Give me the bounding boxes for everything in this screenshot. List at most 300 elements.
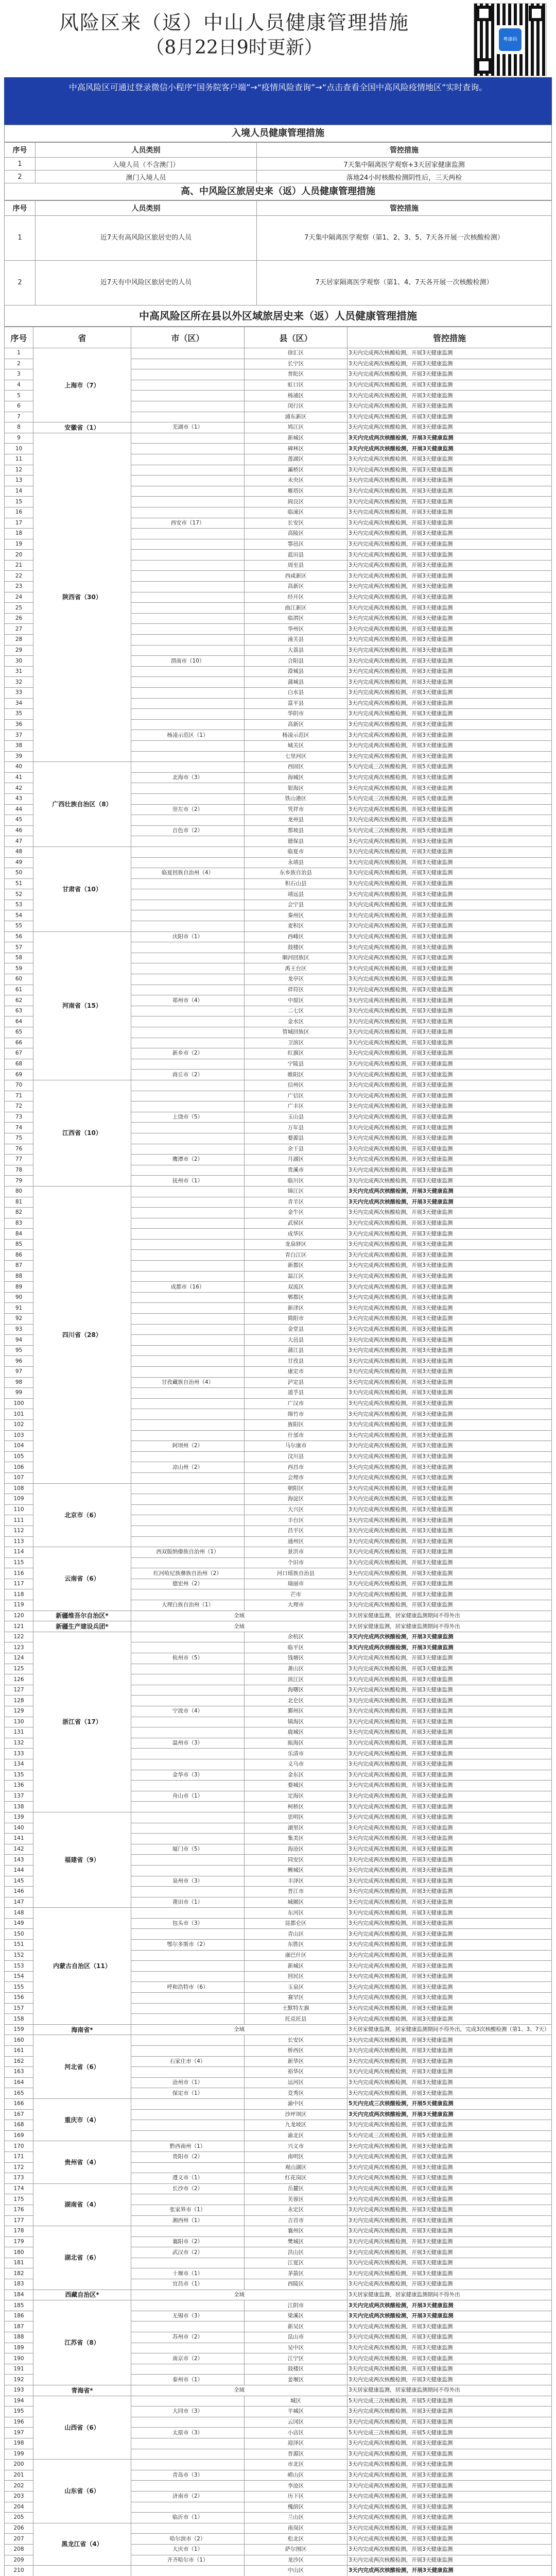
row-number: 148: [5, 1908, 33, 1919]
measure-cell: 3天内完成两次核酸检测，开展3天健康监测: [348, 1929, 552, 1940]
city-cell: [131, 2502, 245, 2513]
city-cell: [131, 910, 245, 921]
district-cell: 景洪市: [245, 1547, 348, 1558]
highmid-section: [4, 183, 552, 306]
district-cell: 白水县: [245, 688, 348, 699]
measure-cell: 3天内完成两次核酸检测，开展3天健康监测: [348, 1239, 552, 1250]
province-cell: 海南省*: [33, 2024, 131, 2035]
update-time: （8月22日9时更新）: [146, 37, 323, 58]
row-number: 37: [5, 730, 33, 741]
measure-cell: 3天内完成两次核酸检测，开展3天健康监测: [348, 603, 552, 614]
city-cell: [131, 1865, 245, 1876]
row-number: 52: [5, 889, 33, 900]
measure-cell: 3天居家健康监测，居家健康监测期间不得外出: [348, 2385, 552, 2396]
row-number: 139: [5, 1812, 33, 1823]
district-cell: 七里河区: [245, 751, 348, 762]
district-cell: 临渭区: [245, 613, 348, 624]
measure-cell: 3天内完成两次核酸检测，开展3天健康监测: [348, 1345, 552, 1356]
city-cell: 阿坝州（2）: [131, 1441, 245, 1452]
measure-cell: 3天内完成两次核酸检测，开展3天健康监测: [348, 1144, 552, 1155]
city-cell: 西双版纳傣族自治州（1）: [131, 1547, 245, 1558]
city-cell: [131, 688, 245, 699]
measure-cell: 3天内完成两次核酸检测，开展3天健康监测: [348, 1282, 552, 1293]
row-number: 110: [5, 1504, 33, 1515]
city-cell: [131, 1483, 245, 1494]
row-number: 98: [5, 1377, 33, 1388]
measure-cell: 3天内完成两次核酸检测，开展3天健康监测: [348, 412, 552, 422]
measure-cell: 3天内完成两次核酸检测，开展3天健康监测: [348, 1356, 552, 1367]
row-number: 112: [5, 1526, 33, 1536]
district-cell: 西昌市: [245, 1462, 348, 1473]
city-cell: [131, 1472, 245, 1483]
city-cell: [131, 1356, 245, 1367]
row-number: 26: [5, 613, 33, 624]
district-cell: 华州区: [245, 624, 348, 635]
measure-cell: 3天居家健康监测，居家健康监测期间不得外出: [348, 1611, 552, 1621]
qr-logo-icon: 粤康码: [499, 28, 522, 51]
row-number: 84: [5, 1229, 33, 1240]
district-cell: 阎良区: [245, 497, 348, 507]
row-number: 209: [5, 2555, 33, 2566]
city-cell: [131, 974, 245, 985]
row-number: 164: [5, 2077, 33, 2088]
district-cell: 渝中区: [245, 2098, 348, 2109]
district-cell: 余干县: [245, 1144, 348, 1155]
district-cell: 长宁区: [245, 359, 348, 369]
measure-cell: 3天内完成两次核酸检测，开展3天健康监测: [348, 1112, 552, 1123]
row-number: 113: [5, 1536, 33, 1547]
measure-cell: 3天内完成两次核酸检测，开展3天健康监测: [348, 1770, 552, 1781]
measure-cell: 3天内完成两次核酸检测，开展3天健康监测: [348, 624, 552, 635]
province-cell: 西藏自治区*: [33, 2290, 131, 2300]
measure-cell: 3天内完成两次核酸检测，开展3天健康监测: [348, 1472, 552, 1483]
district-cell: 运河区: [245, 2077, 348, 2088]
measure-cell: 3天内完成两次核酸检测，开展3天健康监测: [348, 1632, 552, 1642]
province-cell: 河北省（6）: [33, 2035, 131, 2099]
row-number: 66: [5, 1038, 33, 1048]
measure-cell: 3天内完成两次核酸检测，开展3天健康监测: [348, 582, 552, 592]
row-number: 81: [5, 1197, 33, 1208]
measure-cell: 5天内完成三次核酸检测，开展5天健康监测: [348, 2396, 552, 2406]
district-cell: 南明区: [245, 2151, 348, 2162]
district-cell: 中原区: [245, 995, 348, 1006]
city-cell: [131, 1133, 245, 1144]
measure-cell: 3天内完成两次核酸检测，开展3天健康监测: [348, 1218, 552, 1229]
col-category: 人员类别: [36, 143, 257, 158]
district-cell: 柯桥区: [245, 1802, 348, 1812]
city-cell: 南京市（2）: [131, 2353, 245, 2364]
table-row: 2 澳门入境人员 落地24小时核酸检测阴性后，三天两检: [5, 171, 552, 183]
measure-cell: 3天内完成两次核酸检测，开展3天健康监测: [348, 613, 552, 624]
col-measure: 管控措施: [257, 143, 552, 158]
district-cell: 义乌市: [245, 1759, 348, 1770]
table-row: [5, 2290, 552, 2300]
measure-cell: 3天内完成两次核酸检测，开展3天健康监测: [348, 2067, 552, 2078]
city-cell: 贵阳市（2）: [131, 2151, 245, 2162]
row-number: 135: [5, 1770, 33, 1781]
city-cell: [131, 2098, 245, 2109]
row-number: 183: [5, 2279, 33, 2290]
district-cell: 普陀区: [245, 369, 348, 380]
district-cell: 贵溪市: [245, 1165, 348, 1176]
district-cell: 龙沙区: [245, 2555, 348, 2566]
row-number: 161: [5, 2046, 33, 2057]
row-number: 10: [5, 444, 33, 454]
measure-cell: 3天内完成两次核酸检测，开展3天健康监测: [348, 444, 552, 454]
district-cell: 兰山区: [245, 2513, 348, 2523]
city-cell: [131, 1367, 245, 1378]
city-cell: 济南市（2）: [131, 2491, 245, 2502]
district-cell: 蒲江县: [245, 1345, 348, 1356]
city-cell: [131, 1674, 245, 1685]
district-cell: 东乡族自治县: [245, 868, 348, 879]
city-cell: [131, 1208, 245, 1218]
district-cell: 顺河回族区: [245, 953, 348, 963]
measure-cell: 3天内完成两次核酸检测，开展3天健康监测: [348, 1961, 552, 1972]
row-number: 60: [5, 974, 33, 985]
row-number: 62: [5, 995, 33, 1006]
district-cell: 北仑区: [245, 1696, 348, 1706]
row-number: 53: [5, 900, 33, 910]
row-number: 131: [5, 1727, 33, 1738]
district-cell: 中山区: [245, 2566, 348, 2576]
measure-cell: 3天内完成两次核酸检测，开展3天健康监测: [348, 666, 552, 677]
measure-cell: 3天内完成两次核酸检测，开展3天健康监测: [348, 2077, 552, 2088]
measure-cell: 3天内完成两次核酸检测，开展3天健康监测: [348, 539, 552, 550]
row-number: 176: [5, 2205, 33, 2215]
district-cell: 回民区: [245, 1971, 348, 1982]
district-cell: 万年县: [245, 1123, 348, 1133]
row-number: 15: [5, 497, 33, 507]
row-number: 128: [5, 1696, 33, 1706]
measure-cell: 3天内完成两次核酸检测，开展3天健康监测: [348, 846, 552, 857]
city-cell: [131, 2460, 245, 2470]
row-number: 74: [5, 1123, 33, 1133]
table-row: 1 入境人员（不含澳门） 7天集中隔离医学观察+3天居家健康监测: [5, 158, 552, 171]
measure-cell: 3天内完成两次核酸检测，开展3天健康监测: [348, 550, 552, 561]
row-number: 40: [5, 762, 33, 773]
district-cell: 高新区: [245, 582, 348, 592]
city-cell: [131, 1144, 245, 1155]
row-number: 207: [5, 2534, 33, 2545]
measure-cell: 3天内完成两次核酸检测，开展3天健康监测: [348, 1982, 552, 1993]
row-number: 130: [5, 1717, 33, 1727]
measure-cell: 3天内完成两次核酸检测，开展3天健康监测: [348, 1802, 552, 1812]
row-number: 138: [5, 1802, 33, 1812]
city-cell: [131, 1165, 245, 1176]
row-number: 14: [5, 486, 33, 497]
row-number: 202: [5, 2481, 33, 2492]
table-row: [5, 1621, 552, 1632]
row-number: 85: [5, 1239, 33, 1250]
row-number: 71: [5, 1091, 33, 1101]
city-cell: 遵义市（1）: [131, 2173, 245, 2184]
measure-cell: 3天内完成两次核酸检测，开展3天健康监测: [348, 1261, 552, 1272]
measure-cell: 3天内完成两次核酸检测，开展3天健康监测: [348, 688, 552, 699]
row-number: 167: [5, 2109, 33, 2120]
district-cell: 银海区: [245, 783, 348, 794]
measure-cell: 3天内完成两次核酸检测，开展3天健康监测: [348, 857, 552, 868]
city-cell: [131, 1642, 245, 1653]
measure-cell: 3天内完成两次核酸检测，开展3天健康监测: [348, 1176, 552, 1187]
row-number: 90: [5, 1292, 33, 1303]
measure-cell: 3天内完成两次核酸检测，开展3天健康监测: [348, 2215, 552, 2226]
district-cell: 浦东新区: [245, 412, 348, 422]
city-cell: 全域: [131, 2024, 348, 2035]
city-cell: [131, 359, 245, 369]
city-cell: [131, 550, 245, 561]
measure-cell: 3天内完成两次核酸检测，开展3天健康监测: [348, 2003, 552, 2014]
measure-cell: 3天内完成两次核酸检测，开展3天健康监测: [348, 2236, 552, 2247]
measure-cell: 3天内完成两次核酸检测，开展3天健康监测: [348, 1367, 552, 1378]
inbound-table: [4, 142, 552, 183]
district-cell: 凭祥市: [245, 804, 348, 815]
city-cell: [131, 1823, 245, 1834]
province-cell: 安徽省（1）: [33, 422, 131, 433]
row-number: 12: [5, 465, 33, 476]
district-cell: 睢阳区: [245, 1070, 348, 1080]
city-cell: 宁波市（4）: [131, 1706, 245, 1717]
row-number: 165: [5, 2088, 33, 2099]
measure-cell: 3天内完成两次核酸检测，开展3天健康监测: [348, 2183, 552, 2194]
district-cell: 澄城县: [245, 666, 348, 677]
measure-cell: 3天内完成两次核酸检测，开展3天健康监测: [348, 1642, 552, 1653]
city-cell: [131, 1324, 245, 1335]
row-number: 204: [5, 2502, 33, 2513]
city-cell: 舟山市（1）: [131, 1791, 245, 1802]
city-cell: [131, 1632, 245, 1642]
district-cell: 集美区: [245, 1834, 348, 1844]
row-number: 29: [5, 645, 33, 656]
district-cell: 观山湖区: [245, 2162, 348, 2173]
row-number: 27: [5, 624, 33, 635]
row-number: 36: [5, 719, 33, 730]
city-cell: [131, 2162, 245, 2173]
row-number: 184: [5, 2290, 33, 2300]
district-cell: 闵行区: [245, 401, 348, 412]
row-number: 107: [5, 1472, 33, 1483]
row-number: 70: [5, 1080, 33, 1091]
row-number: 61: [5, 985, 33, 995]
measure-cell: 3天内完成两次核酸检测，开展3天健康监测: [348, 1377, 552, 1388]
row-number: 121: [5, 1621, 33, 1632]
district-cell: 鄞州区: [245, 1706, 348, 1717]
city-cell: 全域: [131, 1611, 348, 1621]
row-number: 94: [5, 1335, 33, 1346]
table-row: [5, 2300, 552, 2311]
province-cell: 青海省*: [33, 2385, 131, 2396]
district-cell: 富平县: [245, 698, 348, 709]
city-cell: 泰州市（1）: [131, 2375, 245, 2385]
row-number: 188: [5, 2332, 33, 2343]
measure-cell: 3天内完成两次核酸检测，开展3天健康监测: [348, 1027, 552, 1038]
measure-cell: 3天内完成两次核酸检测，开展3天健康监测: [348, 1398, 552, 1409]
measure-cell: 3天内完成两次核酸检测，开展3天健康监测: [348, 2449, 552, 2460]
measure-cell: 3天内完成两次核酸检测，开展3天健康监测: [348, 497, 552, 507]
measure-cell: 3天内完成两次核酸检测，开展3天健康监测: [348, 931, 552, 942]
measure-cell: 3天内完成两次核酸检测，开展3天健康监测: [348, 1823, 552, 1834]
district-cell: 晋江市: [245, 1887, 348, 1897]
district-cell: 碑林区: [245, 444, 348, 454]
measure-cell: 3天内完成两次核酸检测，开展3天健康监测: [348, 1844, 552, 1855]
province-cell: 湖北省（6）: [33, 2226, 131, 2290]
row-number: 31: [5, 666, 33, 677]
row-number: 156: [5, 1993, 33, 2004]
city-cell: [131, 412, 245, 422]
qr-code[interactable]: [474, 3, 547, 76]
city-cell: [131, 1271, 245, 1282]
row-number: 42: [5, 783, 33, 794]
row-number: 13: [5, 476, 33, 486]
city-cell: 渭南市（10）: [131, 656, 245, 667]
city-cell: 北海市（3）: [131, 772, 245, 783]
row-number: 101: [5, 1409, 33, 1420]
row-number: 69: [5, 1070, 33, 1080]
row-number: 174: [5, 2183, 33, 2194]
table-row: 1 近7天有高风险区旅居史的人员 7天集中隔离医学观察（第1、2、3、5、7天各开展一次核酸检测）: [5, 216, 552, 261]
district-cell: 临平区: [245, 1642, 348, 1653]
district-cell: 广信区: [245, 1091, 348, 1101]
province-cell: 陕西省（30）: [33, 433, 131, 761]
measure-cell: 3天内完成两次核酸检测，开展3天健康监测: [348, 1834, 552, 1844]
measure-cell: 3天内完成两次核酸检测，开展3天健康监测: [348, 1101, 552, 1112]
row-number: 186: [5, 2311, 33, 2321]
district-cell: 青羊区: [245, 1197, 348, 1208]
measure-cell: 3天内完成两次核酸检测，开展3天健康监测: [348, 592, 552, 603]
row-number: 73: [5, 1112, 33, 1123]
district-cell: 杨浦区: [245, 391, 348, 401]
district-cell: 长安区: [245, 518, 348, 529]
city-cell: 温州市（3）: [131, 1738, 245, 1749]
district-cell: 赛罕区: [245, 1993, 348, 2004]
row-number: 168: [5, 2120, 33, 2131]
district-cell: 芒市: [245, 1589, 348, 1600]
measure-cell: 3天内完成两次核酸检测，开展3天健康监测: [348, 359, 552, 369]
city-cell: [131, 783, 245, 794]
row-number: 198: [5, 2438, 33, 2449]
row-number: 124: [5, 1653, 33, 1664]
row-number: 194: [5, 2396, 33, 2406]
district-cell: 萨尔图区: [245, 2544, 348, 2555]
row-number: 92: [5, 1314, 33, 1325]
city-cell: [131, 836, 245, 847]
district-cell: 成华区: [245, 1229, 348, 1240]
district-cell: 未央区: [245, 476, 348, 486]
city-cell: 临夏回族自治州（4）: [131, 868, 245, 879]
city-cell: [131, 582, 245, 592]
district-cell: 桥西区: [245, 2046, 348, 2057]
city-cell: [131, 1388, 245, 1399]
row-number: 104: [5, 1441, 33, 1452]
measure-cell: 3天内完成两次核酸检测，开展3天健康监测: [348, 1229, 552, 1240]
district-cell: 龙泉驿区: [245, 1239, 348, 1250]
measure-cell: 3天内完成两次核酸检测，开展3天健康监测: [348, 698, 552, 709]
city-cell: 百色市（2）: [131, 825, 245, 836]
measure-cell: 3天内完成两次核酸检测，开展3天健康监测: [348, 1430, 552, 1441]
row-number: 114: [5, 1547, 33, 1558]
district-cell: 金牛区: [245, 1208, 348, 1218]
measure-cell: 3天内完成两次核酸检测，开展3天健康监测: [348, 1908, 552, 1919]
measure-cell: 3天内完成两次核酸检测，开展3天健康监测: [348, 2014, 552, 2025]
row-number: 117: [5, 1579, 33, 1589]
row-number: 35: [5, 709, 33, 720]
city-cell: [131, 2035, 245, 2046]
row-number: 97: [5, 1367, 33, 1378]
district-cell: 定海区: [245, 1791, 348, 1802]
district-cell: 梁溪区: [245, 2311, 348, 2321]
district-cell: 洪山区: [245, 2247, 348, 2258]
city-cell: [131, 2438, 245, 2449]
city-cell: [131, 497, 245, 507]
province-cell: 贵州省（4）: [33, 2141, 131, 2183]
measure-cell: 3天内完成两次核酸检测，开展3天健康监测: [348, 2268, 552, 2279]
district-cell: 茅箭区: [245, 2268, 348, 2279]
measure-cell: 3天内完成两次核酸检测，开展3天健康监测: [348, 1048, 552, 1059]
province-cell: 福建省（9）: [33, 1812, 131, 1907]
city-cell: [131, 2120, 245, 2131]
measure-cell: 3天内完成两次核酸检测，开展3天健康监测: [348, 2491, 552, 2502]
city-cell: [131, 1802, 245, 1812]
district-cell: 龙亭区: [245, 974, 348, 985]
measure-cell: 3天内完成两次核酸检测，开展3天健康监测: [348, 1038, 552, 1048]
measure-cell: 3天内完成两次核酸检测，开展3天健康监测: [348, 507, 552, 518]
province-cell: 上海市（7）: [33, 348, 131, 422]
city-cell: [131, 635, 245, 646]
district-cell: 滨江区: [245, 1674, 348, 1685]
row-number: 147: [5, 1897, 33, 1908]
district-cell: 市北区: [245, 2460, 348, 2470]
district-cell: 小店区: [245, 2428, 348, 2438]
measure-cell: 3天内完成两次核酸检测，开展3天健康监测: [348, 2279, 552, 2290]
city-cell: [131, 815, 245, 826]
city-cell: 包头市（3）: [131, 1918, 245, 1929]
city-cell: 杨凌示范区（1）: [131, 730, 245, 741]
district-cell: 长安区: [245, 2035, 348, 2046]
measure-cell: 3天内完成两次核酸检测，开展3天健康监测: [348, 953, 552, 963]
city-cell: [131, 2226, 245, 2237]
row-number: 185: [5, 2300, 33, 2311]
district-cell: 青山区: [245, 1929, 348, 1940]
table-row: [5, 422, 552, 433]
city-cell: 厦门市（5）: [131, 1844, 245, 1855]
row-number: 132: [5, 1738, 33, 1749]
city-cell: 呼和浩特市（6）: [131, 1982, 245, 1993]
measure-cell: 5天内完成三次核酸检测，开展5天健康监测: [348, 825, 552, 836]
row-number: 57: [5, 942, 33, 953]
row-number: 120: [5, 1611, 33, 1621]
measure-cell: 3天内完成两次核酸检测，开展3天健康监测: [348, 1186, 552, 1197]
table-row: [5, 2566, 552, 2576]
city-cell: [131, 1515, 245, 1526]
district-cell: 兴义市: [245, 2141, 348, 2152]
measure-cell: 3天内完成两次核酸检测，开展3天健康监测: [348, 1292, 552, 1303]
measure-cell: 3天内完成两次核酸检测，开展3天健康监测: [348, 380, 552, 391]
district-cell: 鼓楼区: [245, 2364, 348, 2375]
row-number: 108: [5, 1483, 33, 1494]
city-cell: [131, 1727, 245, 1738]
row-number: 63: [5, 1006, 33, 1016]
row-number: 34: [5, 698, 33, 709]
district-cell: 玉山县: [245, 1112, 348, 1123]
city-cell: 沧州市（1）: [131, 2077, 245, 2088]
row-number: 106: [5, 1462, 33, 1473]
city-cell: 甘孜藏族自治州（4）: [131, 1377, 245, 1388]
row-number: 178: [5, 2226, 33, 2237]
city-cell: [131, 1409, 245, 1420]
row-number: 187: [5, 2321, 33, 2332]
city-cell: [131, 2067, 245, 2078]
city-cell: 崇左市（2）: [131, 804, 245, 815]
